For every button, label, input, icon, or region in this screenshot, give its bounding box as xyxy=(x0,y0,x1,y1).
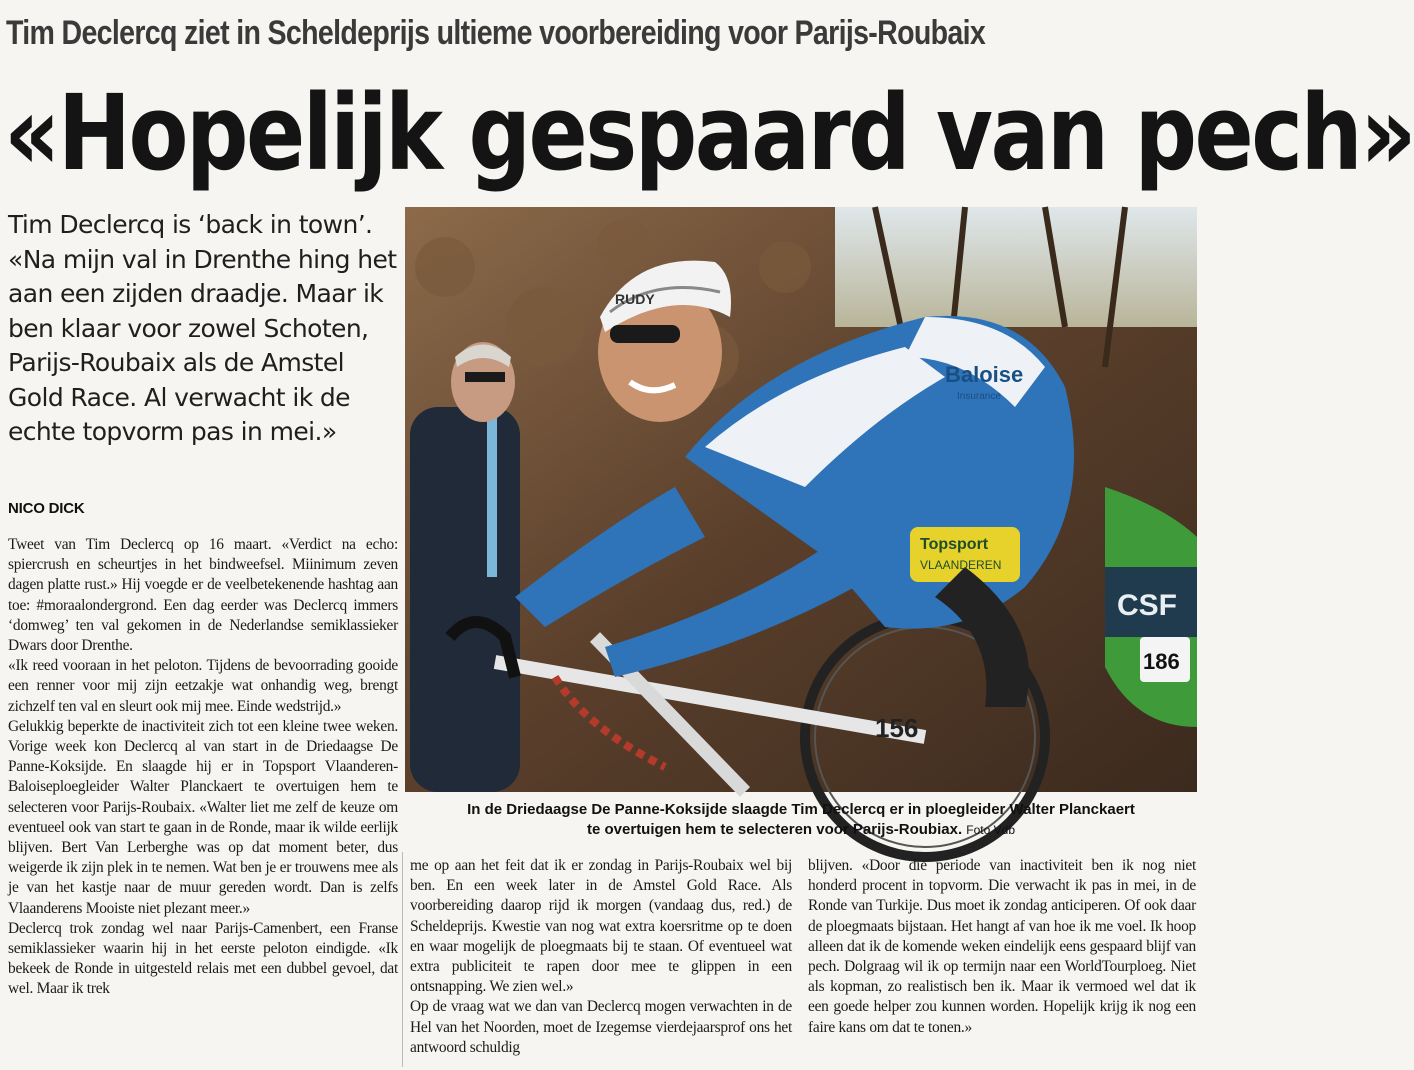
jersey-sponsor-sub: Insurance xyxy=(957,391,1001,402)
column-divider xyxy=(402,852,403,1067)
article-column-2 xyxy=(410,856,792,1058)
rival-race-number: 186 xyxy=(1143,649,1180,674)
article-column-1 xyxy=(8,535,398,1000)
caption-line-2: te overtuigen hem te selecteren voor Parijs-Roubiax. xyxy=(587,821,963,838)
rival-jersey-text: CSF xyxy=(1117,589,1177,622)
article-headline: «Hopelijk gespaard van pech» xyxy=(4,72,1414,194)
jersey-sponsor: Baloise xyxy=(945,362,1024,387)
topsport-logo-sub: VLAANDEREN xyxy=(920,558,1002,572)
article-column-3 xyxy=(808,856,1196,1038)
paragraph: Declercq trok zondag wel naar Parijs-Camenbert, een Franse semiklassieker waarin hij in het eerste peloton eindigde. «Ik bekeek de Ronde in uitgesteld relais met een dubbel gevoel, dat wel. Maar ik trek xyxy=(8,919,398,998)
race-photo xyxy=(405,207,1197,792)
photo-caption xyxy=(405,800,1197,840)
photo-credit: Foto Vdb xyxy=(966,823,1015,837)
paragraph: «Ik reed vooraan in het peloton. Tijdens de bevoorrading gooide een renner voor mij zijn eetzakje wat onhandig weg, brengt zichzelf ten val en sleurt ook mij mee. Einde wedstrijd.» xyxy=(8,657,398,715)
paragraph: Tweet van Tim Declercq op 16 maart. «Verdict na echo: spiercrush en scheurtjes in het bindweefsel. Miinimum zeven dagen platte rust.» Hij voegde er de veelbetekenende hashtag aan toe: #moraalondergrond. Een dag eerder was Declercq immers ‘domweg’ ten val gekomen in de Nederlandse semiklassieker Dwars door Drenthe. xyxy=(8,536,398,655)
article-kicker: Tim Declercq ziet in Scheldeprijs ultieme voorbereiding voor Parijs-Roubaix xyxy=(6,14,986,52)
paragraph: me op aan het feit dat ik er zondag in Parijs-Roubaix wel bij ben. En een week later in de Amstel Gold Race. Als voorbereiding daarop rijd ik morgen (vandaag dus, red.) de Scheldeprijs. Kwestie van nog wat extra koersritme op te doen en waar mogelijk de ploegmaats bij te staan. Of eventueel wat extra publiciteit te rapen door mee te glippen in een ontsnapping. We zien wel.» xyxy=(410,857,792,996)
frame-number-plate: 156 xyxy=(875,713,919,743)
caption-line-1: In de Driedaagse De Panne-Koksijde slaagde Tim Declercq er in ploegleider Walter Planckaert xyxy=(467,801,1135,818)
paragraph: Gelukkig beperkte de inactiviteit zich tot een kleine twee weken. Vorige week kon Declercq al van start in de Driedaagse De Panne-Koksijde. En slaagde hij er in Topsport Vlaanderen-Baloiseploegleider Walter Planckaert te overtuigen hem te selecteren voor Parijs-Roubaix. «Walter liet me zelf de keuze om eventueel ook van start te gaan in de Ronde, maar ik wilde eerlijk blijven. Bert Van Lerberghe was op dat moment beter, dus weigerde ik zijn plek in te nemen. Wat ben je er trouwens mee als je van het kastje naar de muur gereden wordt. Dan is zelfs Vlaanderens Mooiste niet plezant meer.» xyxy=(8,717,398,917)
article-intro: Tim Declercq is ‘back in town’. «Na mijn val in Drenthe hing het aan een zijden draadje. Maar ik ben klaar voor zowel Schoten, Parijs-Roubaix als de Amstel Gold Race. Al verwacht ik de echte topvorm pas in mei.» xyxy=(8,210,397,446)
helmet-brand: RUDY xyxy=(615,291,655,307)
spectator xyxy=(410,342,520,792)
topsport-logo: Topsport xyxy=(920,536,989,553)
cyclist-illustration xyxy=(405,207,1197,792)
byline: NICO DICK xyxy=(8,500,85,517)
paragraph: Op de vraag wat we dan van Declercq mogen verwachten in de Hel van het Noorden, moet de Izegemse vierdejaarsprof ons het antwoord schuldig xyxy=(410,998,792,1056)
paragraph: blijven. «Door die periode van inactiviteit ben ik nog niet honderd procent in topvorm. Die verwacht ik pas in mei, in de Ronde van Turkije. Dus moet ik zondag anticiperen. Of ook daar de ploegmaats bijstaan. Het hangt af van hoe ik me voel. Ik hoop alleen dat ik de komende weken eindelijk eens gespaard blijf van pech. Dolgraag wil ik op termijn naar een WorldTourploeg. Niet als kopman, zo realistisch ben ik. Maar ik vermoed wel dat ik een goede helper zou kunnen worden. Hopelijk krijg ik nog een faire kans om dat te tonen.» xyxy=(808,857,1196,1036)
